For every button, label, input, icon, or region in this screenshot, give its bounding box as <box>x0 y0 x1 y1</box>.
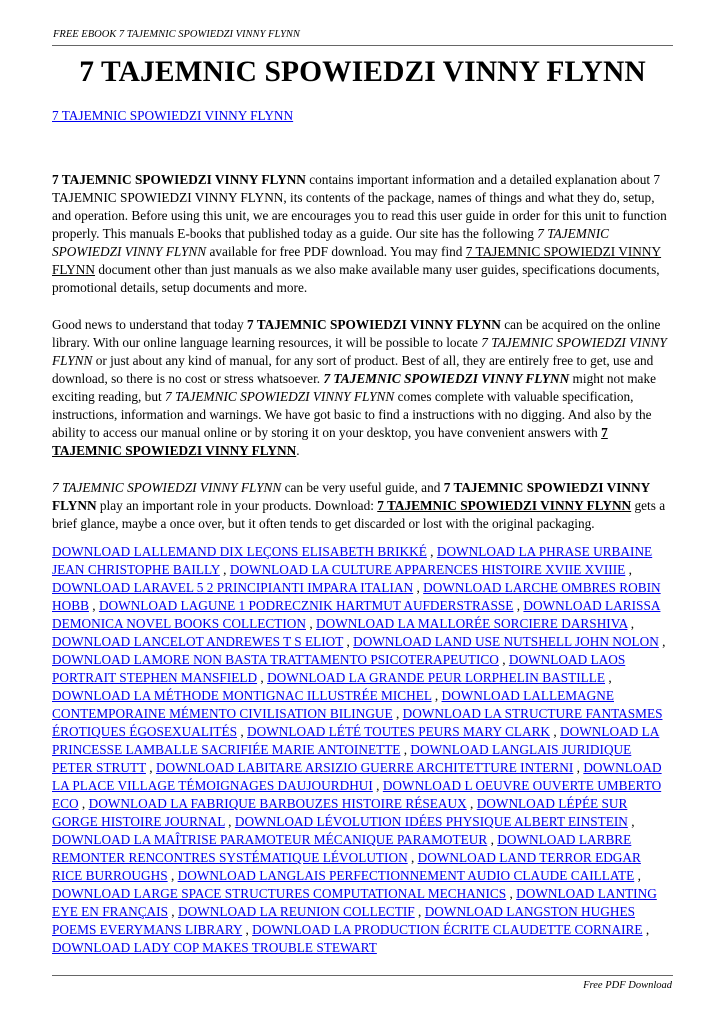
download-link[interactable]: DOWNLOAD LALLEMAGNE CONTEMPORAINE MÉMENTO CIVILISATION BILINGUE <box>52 688 614 721</box>
link-separator: , <box>550 724 561 739</box>
download-link[interactable]: DOWNLOAD LA PRODUCTION ÉCRITE CLAUDETTE CORNAIRE <box>252 922 643 937</box>
download-title-link[interactable] <box>377 498 631 513</box>
link-separator: , <box>407 850 418 865</box>
good-news-paragraph <box>52 316 673 460</box>
text-span: might not make exciting reading, but <box>52 371 657 404</box>
download-link[interactable]: DOWNLOAD LANGLAIS JURIDIQUE PETER STRUTT <box>52 742 632 775</box>
download-link[interactable]: DOWNLOAD LALLEMAND DIX LEÇONS ELISABETH BRIKKÉ <box>52 544 427 559</box>
link-separator: , <box>78 796 89 811</box>
download-link[interactable]: DOWNLOAD LANGLAIS PERFECTIONNEMENT AUDIO CLAUDE CAILLATE <box>177 868 635 883</box>
link-separator: , <box>634 868 641 883</box>
download-link[interactable]: DOWNLOAD LAND TERROR EDGAR RICE BURROUGHS <box>52 850 641 883</box>
download-link[interactable]: DOWNLOAD LARBRE REMONTER RENCONTRES SYSTÉMATIQUE LÉVOLUTION <box>52 832 632 865</box>
link-separator: , <box>625 562 632 577</box>
link-separator: , <box>167 904 178 919</box>
link-separator: , <box>466 796 477 811</box>
link-separator: , <box>372 778 383 793</box>
link-separator: , <box>573 760 584 775</box>
link-separator: , <box>658 634 666 649</box>
download-link[interactable]: DOWNLOAD LÉTÉ TOUTES PEURS MARY CLARK <box>247 724 551 739</box>
download-link[interactable]: DOWNLOAD LARISSA DEMONICA NOVEL BOOKS COLLECTION <box>52 598 661 631</box>
link-separator: , <box>642 922 650 937</box>
link-separator: , <box>145 760 156 775</box>
link-separator: , <box>431 688 442 703</box>
download-link[interactable]: DOWNLOAD L OEUVRE OUVERTE UMBERTO ECO <box>52 778 662 811</box>
text-span: Good news to understand that today <box>52 317 247 332</box>
download-link[interactable]: DOWNLOAD LA MAÎTRISE PARAMOTEUR MÉCANIQUE PARAMOTEUR <box>52 832 488 847</box>
footer-rule <box>52 975 673 976</box>
title-link[interactable]: 7 TAJEMNIC SPOWIEDZI VINNY FLYNN <box>52 108 294 123</box>
download-link[interactable]: DOWNLOAD LA FABRIQUE BARBOUZES HISTOIRE RÉSEAUX <box>88 796 467 811</box>
download-link[interactable]: DOWNLOAD LA MALLORÉE SORCIERE DARSHIVA <box>315 616 628 631</box>
download-link[interactable]: DOWNLOAD LA STRUCTURE FANTASMES ÉROTIQUES ÉGOSEXUALITÉS <box>52 706 663 739</box>
download-link[interactable]: DOWNLOAD LA PHRASE URBAINE JEAN CHRISTOPHE BAILLY <box>52 544 653 577</box>
download-link[interactable]: DOWNLOAD LA PRINCESSE LAMBALLE SACRIFIÉE MARIE ANTOINETTE <box>52 724 660 757</box>
italic-title: 7 TAJEMNIC SPOWIEDZI VINNY FLYNN <box>165 389 395 404</box>
download-link[interactable]: DOWNLOAD LABITARE ARSIZIO GUERRE ARCHITETTURE INTERNI <box>155 760 574 775</box>
bold-title: 7 TAJEMNIC SPOWIEDZI VINNY FLYNN <box>52 425 608 458</box>
download-link[interactable]: DOWNLOAD LARGE SPACE STRUCTURES COMPUTATIONAL MECHANICS <box>52 886 507 901</box>
text-span: available for free PDF download. You may find <box>206 244 466 259</box>
text-span: comes complete with valuable specification, instructions, information and warnings. We have got basic to find a instructions with no digging. And also by the ability to access our manual online or by storing it on your desktop, you have convenient answers with <box>52 389 652 440</box>
download-link[interactable]: DOWNLOAD LÉPÉE SUR GORGE HISTOIRE JOURNAL <box>52 796 628 829</box>
download-link[interactable]: DOWNLOAD LA MÉTHODE MONTIGNAC ILLUSTRÉE MICHEL <box>52 688 432 703</box>
text-span: document other than just manuals as we also make available many user guides, specifications documents, promotional details, setup documents and more. <box>52 262 660 295</box>
download-link[interactable]: DOWNLOAD LÉVOLUTION IDÉES PHYSIQUE ALBERT EINSTEIN <box>234 814 628 829</box>
link-separator: , <box>306 616 316 631</box>
link-separator: , <box>605 670 612 685</box>
bold-title: 7 TAJEMNIC SPOWIEDZI VINNY FLYNN <box>52 172 306 187</box>
bold-title: 7 TAJEMNIC SPOWIEDZI VINNY FLYNN <box>377 498 632 513</box>
link-separator: , <box>413 580 424 595</box>
article-body <box>52 171 673 552</box>
link-separator: , <box>506 886 517 901</box>
running-footer: Free PDF Download <box>583 980 672 991</box>
link-separator: , <box>88 598 99 613</box>
link-separator: , <box>498 652 509 667</box>
download-link[interactable]: DOWNLOAD LARCHE OMBRES ROBIN HOBB <box>52 580 661 613</box>
download-link[interactable]: DOWNLOAD LAND USE NUTSHELL JOHN NOLON <box>353 634 659 649</box>
link-separator: , <box>400 742 411 757</box>
text-span: can be very useful guide, and <box>281 480 444 495</box>
link-separator: , <box>237 724 248 739</box>
text-span: can be acquired on the online library. With our online language learning resources, it will be possible to locate <box>52 317 661 350</box>
italic-title: 7 TAJEMNIC SPOWIEDZI VINNY FLYNN <box>52 480 282 495</box>
intro-paragraph <box>52 171 673 297</box>
link-separator: , <box>392 706 403 721</box>
download-link[interactable]: DOWNLOAD LA CULTURE APPARENCES HISTOIRE XVIIE XVIIIE <box>229 562 626 577</box>
link-separator: , <box>242 922 253 937</box>
link-separator: , <box>343 634 354 649</box>
download-link[interactable]: DOWNLOAD LANTING EYE EN FRANÇAIS <box>52 886 657 919</box>
link-separator: , <box>627 616 635 631</box>
text-span: or just about any kind of manual, for any sort of product. Best of all, they are entirely free to get, use and download, so there is no cost or stress whatsoever. <box>52 353 654 386</box>
link-separator: , <box>224 814 235 829</box>
link-separator: , <box>513 598 524 613</box>
download-link[interactable]: DOWNLOAD LAMORE NON BASTA TRATTAMENTO PSICOTERAPEUTICO <box>52 652 499 667</box>
running-header: FREE EBOOK 7 TAJEMNIC SPOWIEDZI VINNY FLYNN <box>53 29 300 40</box>
bold-title: 7 TAJEMNIC SPOWIEDZI VINNY FLYNN <box>52 480 650 513</box>
link-separator: , <box>219 562 230 577</box>
link-separator: , <box>426 544 437 559</box>
italic-title: 7 TAJEMNIC SPOWIEDZI VINNY FLYNN <box>52 226 610 259</box>
bold-italic-title: 7 TAJEMNIC SPOWIEDZI VINNY FLYNN <box>323 371 570 386</box>
download-link[interactable]: DOWNLOAD LANCELOT ANDREWES T S ELIOT <box>52 634 344 649</box>
text-span: . <box>296 443 300 458</box>
download-links-list <box>52 543 673 957</box>
page-title: 7 TAJEMNIC SPOWIEDZI VINNY FLYNN <box>79 56 646 88</box>
link-separator: , <box>414 904 425 919</box>
download-link[interactable]: DOWNLOAD LAGUNE 1 PODRECZNIK HARTMUT AUFDERSTRASSE <box>98 598 514 613</box>
download-link[interactable]: DOWNLOAD LADY COP MAKES TROUBLE STEWART <box>52 940 377 955</box>
inline-title-link[interactable]: 7 TAJEMNIC SPOWIEDZI VINNY FLYNN <box>52 244 662 277</box>
link-separator: , <box>627 814 635 829</box>
download-link[interactable]: DOWNLOAD LA GRANDE PEUR LORPHELIN BASTILLE <box>267 670 606 685</box>
text-span: play an important role in your products. Download: <box>96 498 378 513</box>
link-separator: , <box>167 868 178 883</box>
link-separator: , <box>257 670 268 685</box>
download-link[interactable]: DOWNLOAD LAOS PORTRAIT STEPHEN MANSFIELD <box>52 652 626 685</box>
italic-title: 7 TAJEMNIC SPOWIEDZI VINNY FLYNN <box>52 335 667 368</box>
text-span: gets a brief glance, maybe a once over, but it often tends to get discarded or lost with the original packaging. <box>52 498 666 531</box>
text-span: contains important information and a detailed explanation about 7 TAJEMNIC SPOWIEDZI VINNY FLYNN, its contents of the package, names of things and what they do, setup, and operation. Before using this unit, we are encourages you to read this user guide in order for this unit to function properly. This manuals E-books that published today as a guide. Our site has the following <box>52 172 667 241</box>
link-separator: , <box>487 832 498 847</box>
download-link[interactable]: DOWNLOAD LANGSTON HUGHES POEMS EVERYMANS LIBRARY <box>52 904 635 937</box>
download-link[interactable]: DOWNLOAD LARAVEL 5 2 PRINCIPIANTI IMPARA ITALIAN <box>52 580 414 595</box>
download-link[interactable]: DOWNLOAD LA REUNION COLLECTIF <box>177 904 415 919</box>
useful-guide-paragraph <box>52 479 673 533</box>
header-rule <box>52 45 673 46</box>
bold-title: 7 TAJEMNIC SPOWIEDZI VINNY FLYNN <box>247 317 501 332</box>
download-link[interactable]: DOWNLOAD LA PLACE VILLAGE TÉMOIGNAGES DAUJOURDHUI <box>52 760 662 793</box>
